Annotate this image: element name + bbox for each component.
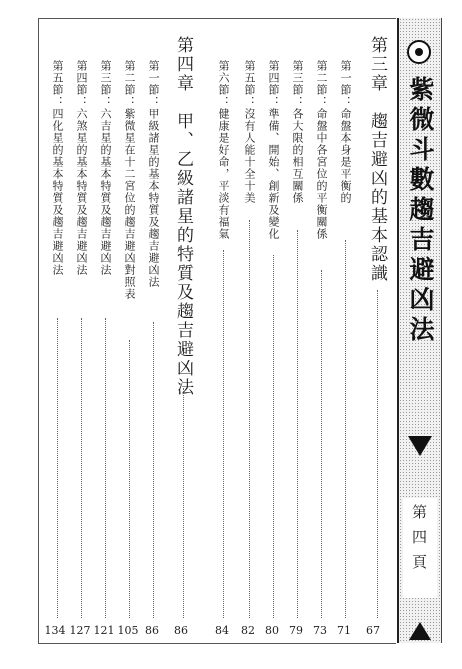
ch4-section-2: 第二節：紫微星在十二宮位的趨吉避凶對照表: [123, 60, 136, 300]
leader-dots: [129, 340, 131, 618]
leader-dots: [57, 318, 59, 618]
frame-top-border: [38, 18, 396, 19]
page-number: 86: [174, 624, 188, 637]
triangle-up-icon: [409, 622, 431, 640]
page-label: 第四頁: [410, 504, 428, 579]
ch4-section-5: 第五節：四化星的基本特質及趨吉避凶法: [51, 60, 64, 276]
page-number: 67: [366, 624, 380, 637]
ch3-section-3: 第三節：各大限的相互關係: [291, 60, 304, 204]
frame-bottom-border: [38, 643, 396, 644]
leader-dots: [81, 318, 83, 618]
ch3-section-6: 第六節：健康是好命，平淡有福氣: [217, 60, 230, 240]
page-number: 84: [215, 624, 229, 637]
page-number: 79: [289, 624, 303, 637]
leader-dots: [297, 230, 299, 618]
ch4-section-1: 第一節：甲級諸星的基本特質及趨吉避凶法: [147, 60, 160, 288]
page-number: 121: [93, 624, 115, 637]
chapter-3-heading: 第三章 趨吉避凶的基本認識: [367, 36, 387, 283]
frame-left-border: [38, 18, 39, 643]
chapter-4-heading: 第四章 甲、乙級諸星的特質及趨吉避凶法: [173, 36, 193, 397]
book-title: 紫微斗數趨吉避凶法: [406, 76, 435, 346]
page-number: 82: [241, 624, 255, 637]
leader-dots: [321, 270, 323, 618]
page-number: 71: [337, 624, 351, 637]
page-number: 73: [313, 624, 327, 637]
ch3-section-5: 第五節：沒有人能十全十美: [243, 60, 256, 204]
ch3-section-4: 第四節：準備、開始、創新及變化: [267, 60, 280, 240]
ch3-section-2: 第二節：命盤中各宮位的平衡關係: [315, 60, 328, 240]
ch4-section-4: 第四節：六煞星的基本特質及趨吉避凶法: [75, 60, 88, 276]
leader-dots: [105, 318, 107, 618]
page-number: 80: [265, 624, 279, 637]
triangle-down-icon: [408, 436, 432, 456]
page-number: 127: [69, 624, 91, 637]
leader-dots: [345, 240, 347, 618]
book-title-sidebar: [397, 18, 442, 643]
page-number: 86: [145, 624, 159, 637]
leader-dots: [273, 255, 275, 618]
ch4-section-3: 第三節：六吉星的基本特質及趨吉避凶法: [99, 60, 112, 276]
leader-dots: [153, 322, 155, 618]
leader-dots: [377, 290, 379, 618]
leader-dots: [183, 388, 185, 618]
emblem-icon: [407, 40, 431, 64]
leader-dots: [249, 220, 251, 618]
ch3-section-1: 第一節：命盤本身是平衡的: [339, 60, 352, 204]
leader-dots: [223, 250, 225, 618]
page-number: 134: [44, 624, 66, 637]
page-number: 105: [117, 624, 139, 637]
